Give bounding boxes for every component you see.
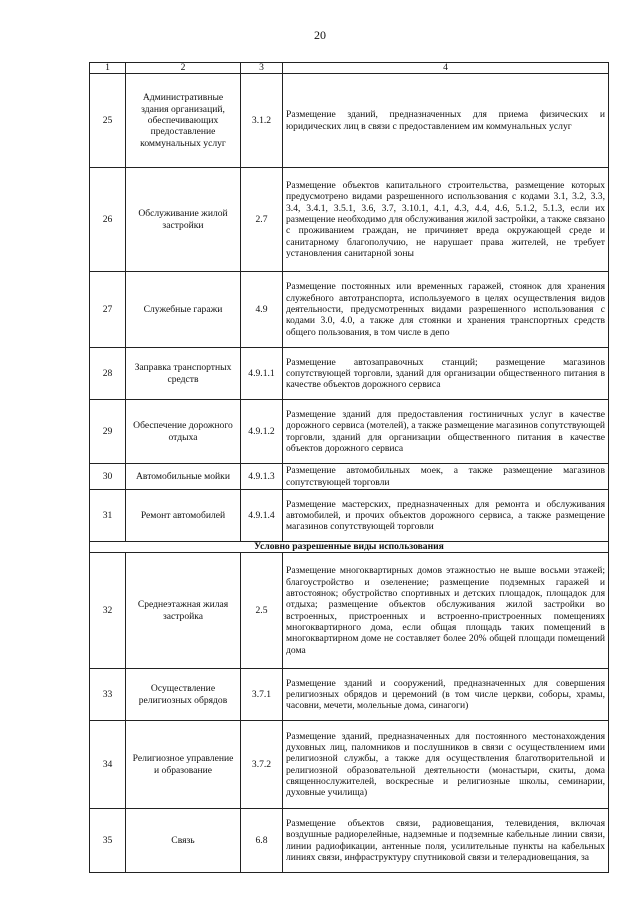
use-description: Размещение объектов связи, радиовещания, телевидения, включая воздушные радиорелейные, надземные и подземные кабельные линии связи, линии радиофикации, антенные поля, усилительные пункты на кабельных линиях связи, инфраструктуру спутниковой связи и телерадиовещания, за <box>283 809 609 873</box>
table-row <box>90 553 609 669</box>
section-title: Условно разрешенные виды использования <box>90 542 609 553</box>
row-number: 25 <box>90 74 126 168</box>
use-code: 2.5 <box>241 553 283 669</box>
use-description: Размещение зданий и сооружений, предназначенных для совершения религиозных обрядов и церемоний (в том числе церкви, соборы, храмы, часовни, мечети, молельные дома, синагоги) <box>283 669 609 721</box>
use-code: 4.9 <box>241 272 283 348</box>
row-number: 34 <box>90 721 126 809</box>
use-code: 3.7.2 <box>241 721 283 809</box>
table-row <box>90 348 609 400</box>
row-number: 31 <box>90 490 126 542</box>
use-name: Автомобильные мойки <box>126 464 241 490</box>
use-code: 3.7.1 <box>241 669 283 721</box>
use-description: Размещение объектов капитального строительства, размещение которых предусмотрено видами разрешенного использования с кодами 3.1, 3.2, 3.3, 3.4, 3.4.1, 3.5.1, 3.6, 3.7, 3.10.1, 4.1, 4.3, 4.4, 4.6, 5.1.2, 5.1.3, если их размещение необходимо для обслуживания жилой застройки, а также связано с проживанием граждан, не причиняет вреда окружающей среде и санитарному благополучию, не нарушает права жителей, не требует установления санитарной зоны <box>283 168 609 272</box>
use-description: Размещение постоянных или временных гаражей, стоянок для хранения служебного автотранспорта, используемого в целях осуществления видов деятельности, предусмотренных видами разрешенного использования с кодами 3.0, 4.0, а также для стоянки и хранения транспортных средств общего пользования, в том числе в депо <box>283 272 609 348</box>
row-number: 27 <box>90 272 126 348</box>
use-name: Обеспечение дорожного отдыха <box>126 400 241 464</box>
use-name: Заправка транспортных средств <box>126 348 241 400</box>
row-number: 33 <box>90 669 126 721</box>
use-code: 2.7 <box>241 168 283 272</box>
use-description: Размещение многоквартирных домов этажностью не выше восьми этажей; благоустройство и озеленение; размещение подземных гаражей и автостоянок; обустройство спортивных и детских площадок, площадок для отдыха; размещение объектов обслуживания жилой застройки во встроенных, пристроенных и встроенно-пристроенных помещениях многоквартирного дома, если общая площадь таких помещений в многоквартирном доме не составляет более 20% общей площади помещений дома <box>283 553 609 669</box>
use-code: 6.8 <box>241 809 283 873</box>
row-number: 29 <box>90 400 126 464</box>
row-number: 30 <box>90 464 126 490</box>
row-number: 28 <box>90 348 126 400</box>
use-description: Размещение автомобильных моек, а также размещение магазинов сопутствующей торговли <box>283 464 609 490</box>
use-code: 4.9.1.3 <box>241 464 283 490</box>
table-row <box>90 168 609 272</box>
use-code: 4.9.1.2 <box>241 400 283 464</box>
table-row <box>90 74 609 168</box>
row-number: 35 <box>90 809 126 873</box>
use-name: Служебные гаражи <box>126 272 241 348</box>
header-col-1: 1 <box>90 63 126 74</box>
table-row <box>90 490 609 542</box>
header-col-4: 4 <box>283 63 609 74</box>
use-name: Осуществление религиозных обрядов <box>126 669 241 721</box>
use-description: Размещение зданий, предназначенных для приема физических и юридических лиц в связи с предоставлением им коммунальных услуг <box>283 74 609 168</box>
use-name: Среднеэтажная жилая застройка <box>126 553 241 669</box>
row-number: 26 <box>90 168 126 272</box>
use-name: Связь <box>126 809 241 873</box>
use-description: Размещение зданий, предназначенных для постоянного местонахождения духовных лиц, паломников и послушников в связи с осуществлением ими религиозной службы, а также для осуществления благотворительной и религиозной образовательной деятельности (монастыри, скиты, дома священнослужителей, воскресные и религиозные школы, семинарии, духовные училища) <box>283 721 609 809</box>
table-row <box>90 809 609 873</box>
header-col-2: 2 <box>126 63 241 74</box>
table-row <box>90 464 609 490</box>
header-row <box>90 63 609 74</box>
page-number: 20 <box>314 28 326 42</box>
table-row <box>90 272 609 348</box>
use-code: 3.1.2 <box>241 74 283 168</box>
table-row <box>90 669 609 721</box>
table-row <box>90 721 609 809</box>
use-name: Административные здания организаций, обеспечивающих предоставление коммунальных услуг <box>126 74 241 168</box>
use-name: Обслуживание жилой застройки <box>126 168 241 272</box>
section-header-row <box>90 542 609 553</box>
use-code: 4.9.1.4 <box>241 490 283 542</box>
use-code: 4.9.1.1 <box>241 348 283 400</box>
land-use-table <box>89 62 609 873</box>
row-number: 32 <box>90 553 126 669</box>
use-description: Размещение мастерских, предназначенных для ремонта и обслуживания автомобилей, и прочих объектов дорожного сервиса, а также размещение магазинов сопутствующей торговли <box>283 490 609 542</box>
header-col-3: 3 <box>241 63 283 74</box>
table-row <box>90 400 609 464</box>
use-name: Ремонт автомобилей <box>126 490 241 542</box>
use-name: Религиозное управление и образование <box>126 721 241 809</box>
use-description: Размещение зданий для предоставления гостиничных услуг в качестве дорожного сервиса (мотелей), а также размещение магазинов сопутствующей торговли, зданий для организации общественного питания в качестве объектов дорожного сервиса <box>283 400 609 464</box>
use-description: Размещение автозаправочных станций; размещение магазинов сопутствующей торговли, зданий для организации общественного питания в качестве объектов дорожного сервиса <box>283 348 609 400</box>
